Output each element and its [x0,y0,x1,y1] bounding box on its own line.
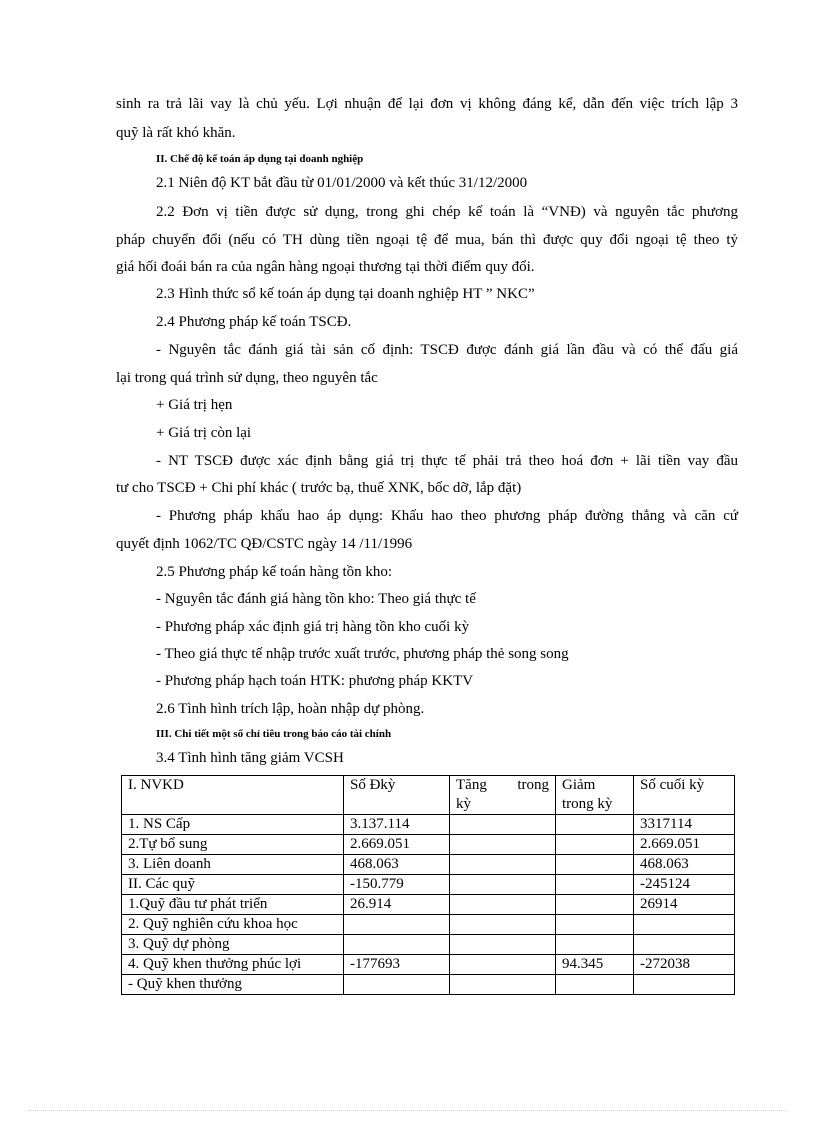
cell-increase [450,915,556,935]
paragraph-line: 2.2 Đơn vị tiền được sử dụng, trong ghi chép kế toán là “VNĐ) và nguyên tắc phương [156,204,738,220]
list-item: - Theo giá thực tế nhập trước xuất trước, phương pháp thẻ song song [156,646,569,662]
table-row [122,915,735,935]
paragraph-line: giá hối đoái bán ra của ngân hàng ngoại thương tại thời điểm quy đổi. [116,259,535,275]
header-increase-word: kỳ [456,796,471,812]
header-decrease [556,776,634,815]
paragraph-line: quỹ là rất khó khăn. [116,125,236,141]
list-item: - Phương pháp xác định giá trị hàng tồn kho cuối kỳ [156,619,470,635]
cell-start [344,915,450,935]
paragraph-line: - NT TSCĐ được xác định bằng giá trị thực tế phải trả theo hoá đơn + lãi tiền vay đầu [156,453,738,469]
cell-item: 2. Quỹ nghiên cứu khoa học [122,915,344,935]
cell-decrease [556,915,634,935]
paragraph-line: 2.6 Tình hình trích lập, hoàn nhập dự phòng. [156,701,425,717]
cell-decrease [556,815,634,835]
cell-item: 1. NS Cấp [122,815,344,835]
cell-increase [450,815,556,835]
cell-end: -245124 [634,875,735,895]
cell-decrease [556,895,634,915]
cell-decrease [556,855,634,875]
cell-decrease [556,835,634,855]
cell-increase [450,855,556,875]
table-row [122,875,735,895]
cell-end: 468.063 [634,855,735,875]
cell-end: 3317114 [634,815,735,835]
paragraph-line: 2.4 Phương pháp kế toán TSCĐ. [156,314,352,330]
cell-increase [450,895,556,915]
paragraph-line: 2.1 Niên độ KT bắt đầu từ 01/01/2000 và kết thúc 31/12/2000 [156,175,528,191]
cell-end [634,975,735,995]
paragraph-line: 2.5 Phương pháp kế toán hàng tồn kho: [156,564,393,580]
list-item: + Giá trị hẹn [156,397,233,413]
cell-item: 2.Tự bổ sung [122,835,344,855]
cell-start: 2.669.051 [344,835,450,855]
list-item: + Giá trị còn lại [156,425,252,441]
cell-decrease: 94.345 [556,955,634,975]
cell-item: 1.Quỹ đầu tư phát triển [122,895,344,915]
cell-start: 3.137.114 [344,815,450,835]
cell-start [344,975,450,995]
cell-start: -150.779 [344,875,450,895]
table-row [122,935,735,955]
paragraph-line: - Phương pháp khấu hao áp dụng: Khấu hao theo phương pháp đường thẳng và căn cứ [156,508,738,524]
cell-start: -177693 [344,955,450,975]
cell-increase [450,975,556,995]
cell-item: 4. Quỹ khen thưởng phúc lợi [122,955,344,975]
cell-item: - Quỹ khen thưởng [122,975,344,995]
cell-item: II. Các quỹ [122,875,344,895]
cell-increase [450,955,556,975]
cell-item: 3. Liên doanh [122,855,344,875]
cell-decrease [556,975,634,995]
cell-start: 468.063 [344,855,450,875]
list-item: - Phương pháp hạch toán HTK: phương pháp KKTV [156,673,474,689]
table-row [122,955,735,975]
paragraph-line: pháp chuyển đổi (nếu có TH dùng tiền ngoại tệ để mua, bán thì được quy đổi ngoại tệ theo tỷ [116,232,738,248]
cell-item: 3. Quỹ dự phòng [122,935,344,955]
header-increase [450,776,556,815]
table-row [122,815,735,835]
cell-end: 2.669.051 [634,835,735,855]
section-heading: III. Chi tiết một số chỉ tiêu trong báo cáo tài chính [156,728,392,740]
header-decrease-word: Giảm [562,777,596,793]
cell-end [634,935,735,955]
cell-decrease [556,935,634,955]
header-start-balance: Số Đkỳ [344,776,450,815]
cell-increase [450,875,556,895]
cell-increase [450,935,556,955]
cell-decrease [556,875,634,895]
header-item: I. NVKD [122,776,344,815]
paragraph-line: sinh ra trả lãi vay là chủ yếu. Lợi nhuận để lại đơn vị không đáng kể, dẫn đến việc trích lập 3 [116,96,738,112]
cell-end [634,915,735,935]
header-increase-word: trong [517,777,549,793]
cell-end: 26914 [634,895,735,915]
header-increase-word: Tăng [456,777,487,793]
cell-increase [450,835,556,855]
cell-start: 26.914 [344,895,450,915]
paragraph-line: - Nguyên tắc đánh giá tài sản cố định: TSCĐ được đánh giá lần đầu và có thể đấu giá [156,342,738,358]
paragraph-line: lại trong quá trình sử dụng, theo nguyên tắc [116,370,378,386]
table-header-row [122,776,735,815]
table-caption: 3.4 Tình hình tăng giảm VCSH [156,750,344,766]
cell-end: -272038 [634,955,735,975]
list-item: - Nguyên tắc đánh giá hàng tồn kho: Theo giá thực tế [156,591,476,607]
paragraph-line: tư cho TSCĐ + Chi phí khác ( trước bạ, thuế XNK, bốc dỡ, lắp đặt) [116,480,522,496]
cell-start [344,935,450,955]
header-end-balance: Số cuối kỳ [634,776,735,815]
table-row [122,835,735,855]
equity-change-table [121,775,735,995]
paragraph-line: quyết định 1062/TC QĐ/CSTC ngày 14 /11/1996 [116,536,413,552]
table-row [122,895,735,915]
paragraph-line: 2.3 Hình thức sổ kế toán áp dụng tại doanh nghiệp HT ” NKC” [156,286,535,302]
table-row [122,855,735,875]
page-bottom-divider [28,1110,788,1111]
table-row [122,975,735,995]
section-heading: II. Chế độ kế toán áp dụng tại doanh nghiệp [156,153,364,165]
header-decrease-word: trong kỳ [562,796,613,812]
